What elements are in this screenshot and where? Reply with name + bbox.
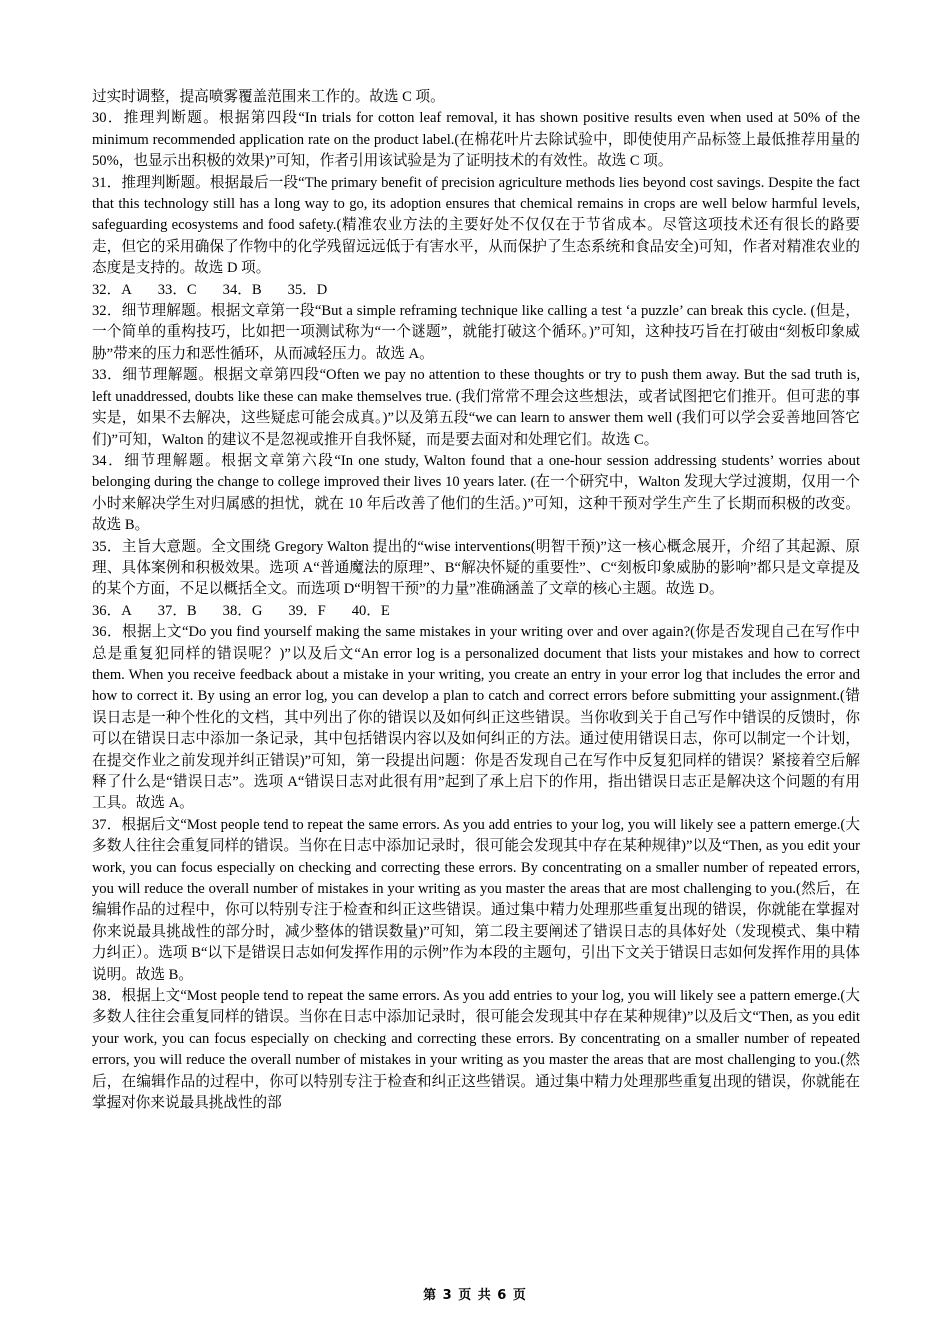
answer-40: 40．E (351, 602, 390, 619)
paragraph-q30: 30．推理判断题。根据第四段“In trials for cotton leaf removal, it has shown positive results even when used at 50% of the minimum recommended application rate on the product label.(在棉花叶片去除试验中，即使使用产品标签上最低推荐用量的 50%，也显示出积极的效果)”可知，作者引用该试验是为了证明技术的有效性。故选 C 项。 (92, 110, 860, 170)
answer-32: 32．A (92, 281, 132, 298)
answer-33: 33．C (157, 281, 197, 298)
paragraph-q38: 38．根据上文“Most people tend to repeat the same errors. As you add entries to your log, you will likely see a pattern emerge.(大多数人往往会重复同样的错误。当你在日志中添加记录时，很可能会发现其中存在某种规律)”以及后文“Then, as you edit your work, you can focus especially on checking and correcting these errors. By concentrating on a smaller number of repeated errors, you will reduce the overall number of mistakes in your writing as you master the areas that are most challenging to you.(然后，在编辑作品的过程中，你可以特别专注于检查和纠正这些错误。通过集中精力处理那些重复出现的错误，你就能在掌握对你来说最具挑战性的部 (92, 988, 860, 1112)
page-footer: 第 3 页 共 6 页 (423, 1288, 527, 1303)
answer-39: 39．F (288, 602, 326, 619)
answer-35: 35．D (287, 281, 328, 298)
answer-36: 36．A (92, 602, 132, 619)
answer-key-32-35 (92, 280, 860, 301)
answer-37: 37．B (157, 602, 197, 619)
paragraph-q34: 34．细节理解题。根据文章第六段“In one study, Walton found that a one-hour session addressing students’ worries about belonging during the change to college improved their lives 10 years later. (在一个研究中，Walton 发现大学过渡期，仅用一个小时来解决学生对归属感的担忧，就在 10 年后改善了他们的生活。)”可知，这种干预对学生产生了长期而积极的改变。故选 B。 (92, 452, 860, 534)
paragraph-q33: 33．细节理解题。根据文章第四段“Often we pay no attention to these thoughts or try to push them away. But the sad truth is, left unaddressed, doubts like these can make themselves true. (我们常常不理会这些想法，或者试图把它们推开。但可悲的事实是，如果不去解决，这些疑虑可能会成真。)”以及第五段“we can learn to answer them well (我们可以学会妥善地回答它们)”可知，Walton 的建议不是忽视或推开自我怀疑，而是要去面对和处理它们。故选 C。 (92, 367, 860, 448)
paragraph-q31: 31．推理判断题。根据最后一段“The primary benefit of precision agriculture methods lies beyond cost savings. Despite the fact that this technology still has a long way to go, its adoption ensures that chemical remains in crops are well below harmful levels, safeguarding ecosystems and food safety.(精准农业方法的主要好处不仅仅在于节省成本。尽管这项技术还有很长的路要走，但它的采用确保了作物中的化学残留远远低于有害水平，从而保护了生态系统和食品安全)可知，作者对精准农业的态度是支持的。故选 D 项。 (92, 174, 860, 277)
paragraph-q32: 32．细节理解题。根据文章第一段“But a simple reframing technique like calling a test ‘a puzzle’ can break this cycle. (但是，一个简单的重构技巧，比如把一项测试称为“一个谜题”，就能打破这个循环。)”可知，这种技巧旨在打破由“刻板印象威胁”带来的压力和恶性循环，从而减轻压力。故选 A。 (92, 303, 860, 362)
paragraph-continuation: 过实时调整，提高喷雾覆盖范围来工作的。故选 C 项。 (92, 89, 445, 105)
paragraph-q36: 36．根据上文“Do you find yourself making the same mistakes in your writing over and over again?(你是否发现自己在写作中总是重复犯同样的错误呢？)”以及后文“An error log is a personalized document that lists your mistakes and how to correct them. When you receive feedback about a mistake in your writing, you create an entry in your error log that includes the error and how to correct it. By using an error log, you can develop a plan to catch and correct errors before submitting your assignment.(错误日志是一种个性化的文档，其中列出了你的错误以及如何纠正这些错误。当你收到关于自己写作中错误的反馈时，你可以在错误日志中添加一条记录，其中包括错误内容以及如何纠正的方法。通过使用错误日志，你可以制定一个计划，在提交作业之前发现并纠正错误)”可知，第一段提出问题：你是否发现自己在写作中反复犯同样的错误？紧接着空后解释了什么是“错误日志”。选项 A“错误日志对此很有用”起到了承上启下的作用，指出错误日志正是解决这个问题的有用工具。故选 A。 (92, 624, 860, 812)
answer-34: 34．B (222, 281, 262, 298)
answer-key-36-40 (92, 601, 860, 622)
paragraph-q37: 37．根据后文“Most people tend to repeat the same errors. As you add entries to your log, you will likely see a pattern emerge.(大多数人往往会重复同样的错误。当你在日志中添加记录时，很可能会发现其中存在某种规律)”以及“Then, as you edit your work, you can focus especially on checking and correcting these errors. By concentrating on a smaller number of repeated errors, you will reduce the overall number of mistakes in your writing as you master the areas that are most challenging to you.(然后，在编辑作品的过程中，你可以特别专注于检查和纠正这些错误。通过集中精力处理那些重复出现的错误，你就能在掌握对你来说最具挑战性的部分时，减少整体的错误数量)”可知，第二段主要阐述了错误日志的具体好处（发现模式、集中精力纠正）。选项 B“以下是错误日志如何发挥作用的示例”作为本段的主题句，引出下文关于错误日志如何发挥作用的具体说明。故选 B。 (92, 816, 860, 983)
document-body (92, 87, 860, 1115)
paragraph-q35: 35．主旨大意题。全文围绕 Gregory Walton 提出的“wise interventions(明智干预)”这一核心概念展开，介绍了其起源、原理、具体案例和积极效果。选项 A“普通魔法的原理”、B“解决怀疑的重要性”、C“刻板印象威胁的影响”都只是文章提及的某个方面，不足以概括全文。而选项 D“明智干预”的力量”准确涵盖了文章的核心主题。故选 D。 (92, 538, 860, 598)
answer-38: 38．G (222, 602, 263, 619)
